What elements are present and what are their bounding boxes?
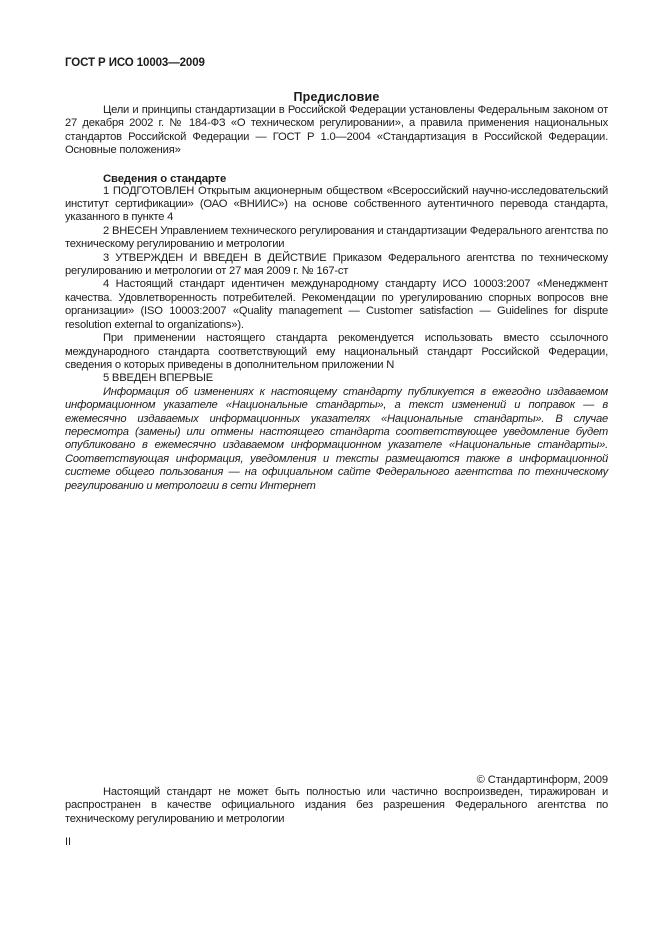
section-heading: Сведения о стандарте [103, 172, 227, 185]
info-item-2-submitted: 2 ВНЕСЕН Управлением технического регулирования и стандартизации Федерального агентства по техническому регулированию и метрологии [65, 224, 608, 251]
copyright-line: © Стандартинформ, 2009 [476, 774, 608, 786]
page-title: Предисловие [293, 90, 380, 104]
intro-paragraph: Цели и принципы стандартизации в Российской Федерации установлены Федеральным законом от 27 декабря 2002 г. № 184-ФЗ «О техническом регулировании», а правила применения национальных стандартов Российской Федерации — ГОСТ Р 1.0—2004 «Стандартизация в Российской Федерации. Основные положения» [65, 104, 608, 157]
amendments-notice: Информация об изменениях к настоящему стандарту публикуется в ежегодно издаваемом информационном указателе «Национальные стандарты», а текст изменений и поправок — в ежемесячно издаваемых информационных указателях «Национальные стандарты». В случае пересмотра (замены) или отмены настоящего стандарта соответствующее уведомление будет опубликовано в ежемесячно издаваемом информационном указателе «Национальные стандарты». Соответствующая информация, уведомления и тексты размещаются также в информационной системе общего пользования — на официальном сайте Федерального агентства по техническому регулированию и метрологии в сети Интернет [65, 385, 608, 492]
info-item-4-application-note: При применении настоящего стандарта рекомендуется использовать вместо ссылочного международного стандарта соответствующий ему национальный стандарт Российской Федерации, сведения о которых приведены в дополнительном приложении N [65, 332, 608, 371]
info-item-3-approved: 3 УТВЕРЖДЕН И ВВЕДЕН В ДЕЙСТВИЕ Приказом Федерального агентства по техническому регулированию и метрологии от 27 мая 2009 г. № 167-ст [65, 251, 608, 278]
doc-code: ГОСТ Р ИСО 10003—2009 [65, 57, 205, 69]
page-number: II [65, 836, 72, 849]
bottom-block [65, 774, 608, 848]
reproduction-restriction: Настоящий стандарт не может быть полностью или частично воспроизведен, тиражирован и распространен в качестве официального издания без разрешения Федерального агентства по техническому регулированию и метрологии [65, 786, 608, 825]
info-item-5-first-edition: 5 ВВЕДЕН ВПЕРВЫЕ [103, 372, 213, 385]
info-item-4-identical: 4 Настоящий стандарт идентичен международному стандарту ИСО 10003:2007 «Менеджмент качества. Удовлетворенность потребителей. Рекомендации по урегулированию спорных вопросов вне организации» (ISO 10003:2007 «Quality management — Customer satisfaction — Guidelines for dispute resolution external to organizations»). [65, 278, 608, 331]
info-item-1-prepared: 1 ПОДГОТОВЛЕН Открытым акционерным обществом «Всероссийский научно-исследовательский институт сертификации» (ОАО «ВНИИС») на основе собственного аутентичного перевода стандарта, указанного в пункте 4 [65, 184, 608, 224]
